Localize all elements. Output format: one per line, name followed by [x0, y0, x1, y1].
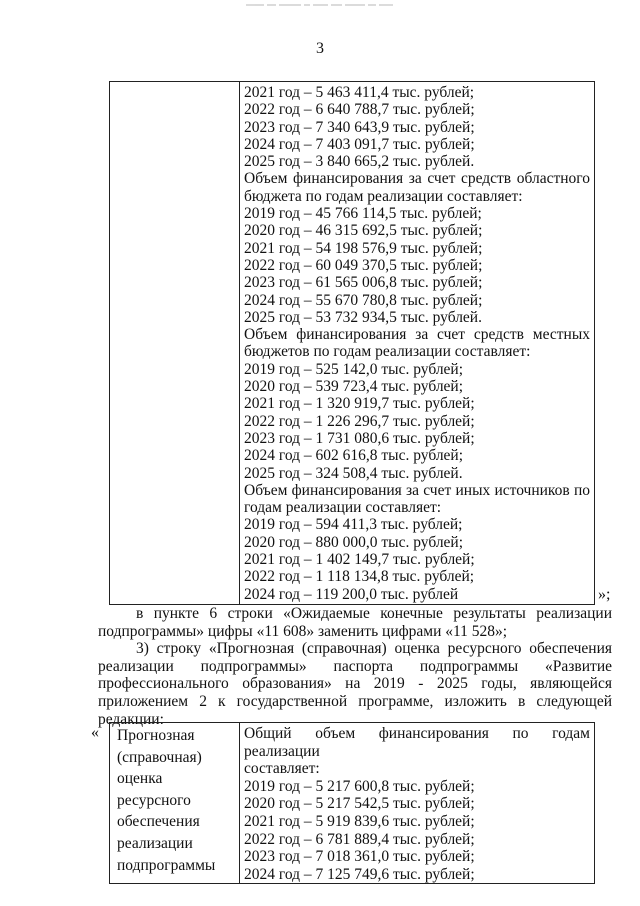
funding-line: 2019 год – 5 217 600,8 тыс. рублей;: [244, 777, 475, 795]
funding-line: 2021 год – 5 919 839,6 тыс. рублей;: [244, 812, 475, 830]
paragraph-1-line: в пункте 6 строки «Ожидаемые конечные результаты реализации: [136, 605, 612, 622]
table2-right-cell: [240, 723, 595, 884]
section-heading-total: Общий объем финансирования по годам реализации: [244, 725, 590, 760]
table2-left-cell: [110, 723, 240, 884]
funding-line: 2024 год – 602 616,8 тыс. рублей;: [244, 447, 464, 465]
funding-line: 2024 год – 55 670 780,8 тыс. рублей;: [244, 291, 483, 309]
funding-line: 2023 год – 61 565 006,8 тыс. рублей;: [244, 274, 483, 292]
funding-line: 2022 год – 60 049 370,5 тыс. рублей;: [244, 256, 483, 274]
page-number: 3: [316, 40, 324, 57]
funding-line: 2021 год – 54 198 576,9 тыс. рублей;: [244, 239, 483, 257]
funding-line: 2019 год – 594 411,3 тыс. рублей;: [244, 516, 463, 534]
section-heading-other: Объем финансирования за счет иных источников по: [244, 481, 590, 499]
paragraph-2-line: приложением 2 к государственной программе, изложить в следующей: [98, 692, 612, 710]
funding-line: 2025 год – 3 840 665,2 тыс. рублей.: [244, 153, 475, 171]
funding-line: 2019 год – 45 766 114,5 тыс. рублей;: [244, 205, 482, 223]
funding-line: 2025 год – 53 732 934,5 тыс. рублей.: [244, 308, 482, 326]
section-heading-other-cont: годам реализации составляет:: [244, 499, 442, 517]
row-title-line: (справочная): [117, 748, 202, 766]
funding-line: 2020 год – 539 723,4 тыс. рублей;: [244, 378, 464, 396]
funding-line: 2021 год – 1 402 149,7 тыс. рублей;: [244, 551, 475, 569]
funding-line: 2019 год – 525 142,0 тыс. рублей;: [244, 360, 464, 378]
table1-right-cell: [240, 82, 595, 605]
row-title-line: реализации: [117, 834, 193, 852]
funding-line: 2021 год – 1 320 919,7 тыс. рублей;: [244, 395, 475, 413]
opening-quote: «: [91, 724, 99, 741]
paragraph-2-line: профессионального образования» на 2019 - 2025 годы, являющейся: [98, 675, 612, 693]
section-heading-local-cont: бюджетов по годам реализации составляет:: [244, 343, 531, 361]
funding-line: 2020 год – 880 000,0 тыс. рублей;: [244, 533, 464, 551]
funding-table-continued: [109, 81, 595, 605]
funding-line: 2023 год – 7 018 361,0 тыс. рублей;: [244, 848, 475, 866]
scan-artifact: [246, 0, 396, 10]
row-title-line: подпрограммы: [117, 856, 216, 874]
row-title-line: обеспечения: [117, 813, 200, 831]
funding-line: 2021 год – 5 463 411,4 тыс. рублей;: [244, 84, 475, 101]
paragraph-2-line: 3) строку «Прогнозная (справочная) оценка ресурсного обеспечения: [136, 640, 612, 658]
funding-line: 2023 год – 1 731 080,6 тыс. рублей;: [244, 429, 475, 447]
table1-left-cell: [110, 82, 240, 605]
paragraph-1-line: подпрограммы» цифры «11 608» заменить цифрами «11 528»;: [98, 622, 508, 640]
funding-line: 2022 год – 6 781 889,4 тыс. рублей;: [244, 830, 475, 848]
section-heading-regional-cont: бюджета по годам реализации составляет:: [244, 187, 523, 205]
paragraph-2-line: реализации подпрограммы» паспорта подпрограммы «Развитие: [98, 657, 612, 675]
funding-line: 2024 год – 7 125 749,6 тыс. рублей;: [244, 865, 475, 883]
section-heading-total-cont: составляет:: [244, 760, 320, 778]
funding-line: 2023 год – 7 340 643,9 тыс. рублей;: [244, 118, 475, 136]
funding-line: 2022 год – 6 640 788,7 тыс. рублей;: [244, 101, 475, 119]
funding-line: 2020 год – 46 315 692,5 тыс. рублей;: [244, 222, 483, 240]
funding-line: 2020 год – 5 217 542,5 тыс. рублей;: [244, 795, 475, 813]
section-heading-regional: Объем финансирования за счет средств областного: [244, 170, 590, 188]
closing-quote: »;: [598, 586, 611, 603]
paragraph-2-line: редакции:: [98, 710, 164, 728]
amendment-text: [98, 605, 612, 728]
row-title-line: Прогнозная: [117, 727, 195, 744]
funding-line: 2024 год – 119 200,0 тыс. рублей: [244, 585, 459, 603]
funding-line: 2024 год – 7 403 091,7 тыс. рублей;: [244, 135, 475, 153]
funding-line: 2022 год – 1 118 134,8 тыс. рублей;: [244, 568, 475, 586]
row-title-line: оценка: [117, 770, 163, 788]
forecast-funding-table: [109, 722, 595, 884]
row-title-line: ресурсного: [117, 791, 191, 809]
funding-line: 2025 год – 324 508,4 тыс. рублей.: [244, 464, 463, 482]
funding-line: 2022 год – 1 226 296,7 тыс. рублей;: [244, 412, 475, 430]
section-heading-local: Объем финансирования за счет средств местных: [244, 326, 590, 344]
